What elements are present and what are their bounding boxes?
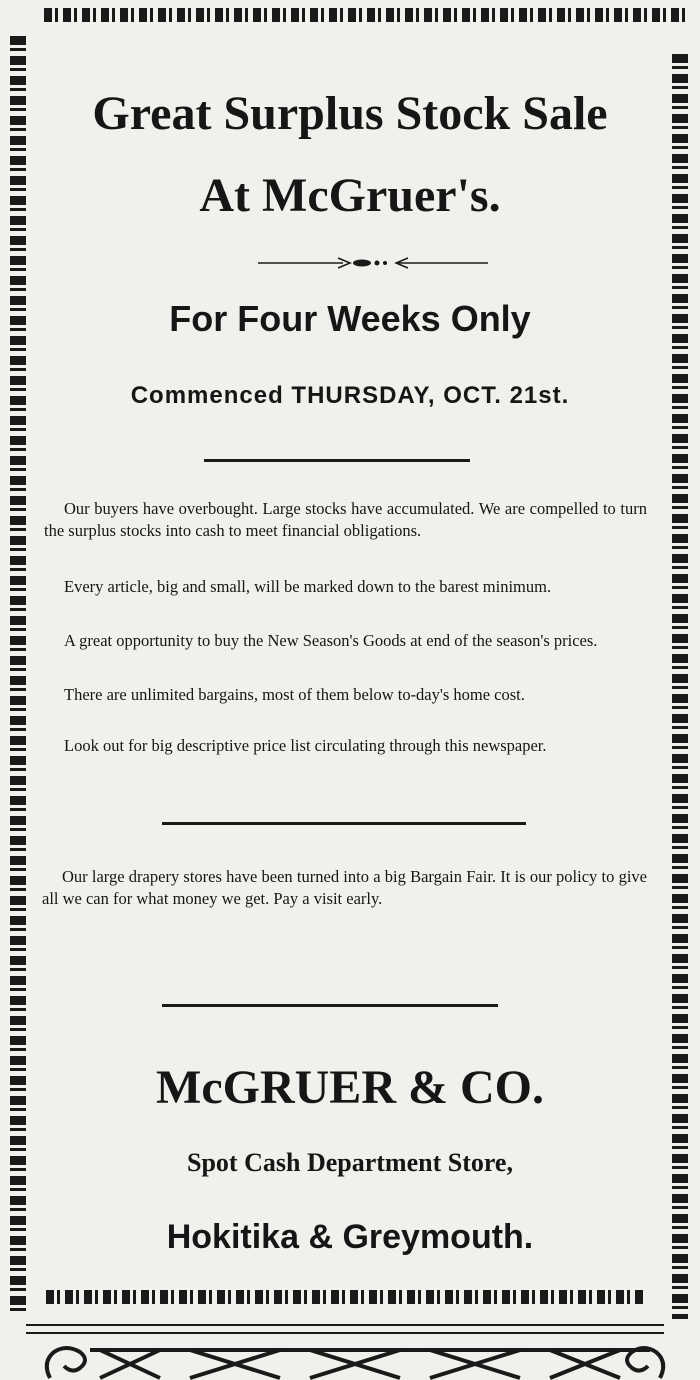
divider-rule (204, 459, 470, 462)
store-type: Spot Cash Department Store, (187, 1148, 513, 1177)
divider-rule (162, 1004, 498, 1007)
double-rule (26, 1324, 664, 1334)
decorative-border-top (44, 8, 688, 22)
body-paragraph: Look out for big descriptive price list circulating through this newspaper. (64, 736, 547, 755)
divider-rule (162, 822, 526, 825)
subheadline: For Four Weeks Only (169, 298, 531, 339)
decorative-border-left (10, 36, 26, 1311)
headline: Great Surplus Stock Sale (92, 87, 608, 140)
body-paragraph: There are unlimited bargains, most of them below to-day's home cost. (64, 685, 525, 704)
body-paragraph: A great opportunity to buy the New Season's Goods at end of the season's prices. (64, 631, 598, 650)
body-paragraph: Our buyers have overbought. Large stocks have accumulated. We are compelled to turn the surplus stocks into cash to meet financial obligations. (44, 499, 647, 540)
headline-line-2: At McGruer's. (199, 169, 501, 222)
store-locations: Hokitika & Greymouth. (166, 1218, 534, 1256)
decorative-border-right (672, 54, 688, 1319)
company-name: McGRUER & CO. (156, 1061, 544, 1114)
closing-paragraph: Our large drapery stores have been turned into a big Bargain Fair. It is our policy to give all we can for what money we get. Pay a visit early. (42, 867, 647, 908)
flourish-divider (258, 256, 488, 270)
commenced-date: Commenced THURSDAY, OCT. 21st. (130, 382, 570, 409)
decorative-border-bottom (46, 1290, 644, 1304)
ornamental-band (40, 1340, 670, 1380)
body-paragraph: Every article, big and small, will be marked down to the barest minimum. (64, 577, 552, 596)
